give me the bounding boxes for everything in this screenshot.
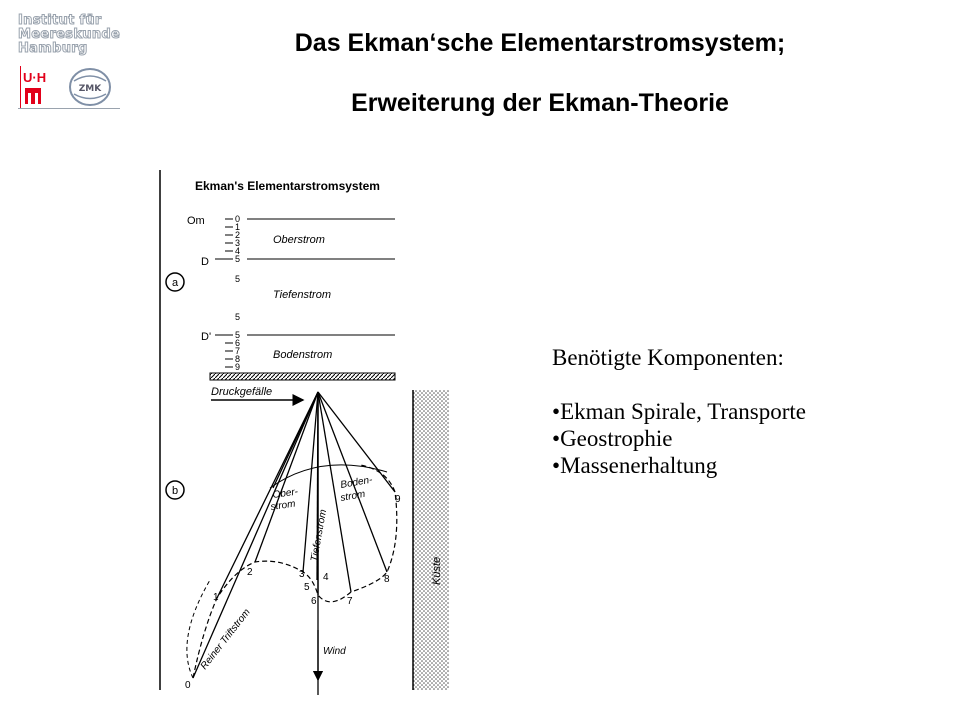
label-d: D	[201, 256, 209, 268]
tick-0: 0	[235, 214, 241, 224]
label-om: Om	[187, 215, 205, 227]
tick-2: 2	[235, 230, 241, 240]
spiral-num-9: 9	[395, 494, 401, 505]
tick-4: 4	[235, 246, 241, 256]
components-heading: Benötigte Komponenten:	[552, 345, 784, 370]
zmk-text: ZMK	[78, 84, 102, 94]
panel-b-label: b	[171, 485, 179, 497]
ekman-diagram	[155, 170, 455, 695]
uhh-logo-icon	[20, 66, 50, 108]
zmk-logo-icon	[68, 67, 112, 107]
component-massenerhaltung: Massenerhaltung	[560, 453, 718, 478]
tick-b5a: 5	[235, 312, 241, 322]
institute-logo	[18, 14, 122, 110]
svg-text:U·H: U·H	[23, 70, 47, 85]
spiral-num-0: 0	[185, 680, 191, 691]
spiral-num-6: 6	[311, 596, 317, 607]
logo-divider	[18, 108, 120, 109]
seabed	[210, 373, 395, 380]
label-boden: Boden-	[339, 474, 374, 491]
tick-b8: 8	[235, 354, 241, 364]
component-item: •Massenerhaltung	[552, 453, 718, 478]
components-block	[552, 344, 806, 479]
institute-name-line-2: Meereskunde	[18, 27, 121, 42]
institute-name-line-1: Institut für	[18, 13, 102, 28]
wind-label: Wind	[323, 646, 346, 657]
layer-bodenstrom: Bodenstrom	[273, 349, 333, 361]
tick-3: 3	[235, 238, 241, 248]
title-line-2: Erweiterung der Ekman-Theorie	[351, 89, 729, 117]
spiral-num-8: 8	[384, 574, 390, 585]
institute-name-line-3: Hamburg	[18, 41, 88, 56]
spiral-num-4: 4	[323, 572, 329, 583]
coast-strip	[413, 390, 449, 690]
component-geostrophie: Geostrophie	[560, 426, 673, 451]
component-ekman: Ekman Spirale, Transporte	[560, 399, 807, 424]
component-item: •Ekman Spirale, Transporte	[552, 399, 807, 424]
layer-tiefenstrom: Tiefenstrom	[273, 289, 331, 301]
druckgefaelle-label: Druckgefälle	[211, 386, 273, 398]
spiral-num-1: 1	[213, 592, 219, 603]
component-item: •Geostrophie	[552, 426, 673, 451]
kueste-label: Küste	[431, 556, 443, 585]
spiral-num-7: 7	[347, 596, 353, 607]
title-line-1: Das Ekman‘sche Elementarstromsystem;	[294, 29, 786, 57]
tick-1: 1	[235, 222, 241, 232]
figure-heading: Ekman's Elementarstromsystem	[195, 179, 380, 193]
depth-ticks-top	[215, 214, 240, 264]
spiral-num-5: 5	[304, 582, 310, 593]
depth-ticks-bottom	[215, 312, 240, 372]
spiral-num-3: 3	[299, 569, 305, 580]
label-reiner-triftstrom: Reiner Triftstrom	[198, 606, 253, 672]
tick-b5: 5	[235, 330, 241, 340]
label-d-prime: D'	[201, 331, 212, 343]
depth-mid: 5	[235, 274, 241, 284]
panel-a-label: a	[171, 277, 179, 289]
label-boden-strom: strom	[339, 488, 367, 504]
ekman-figure	[155, 170, 455, 695]
tick-b6: 6	[235, 338, 241, 348]
layer-oberstrom: Oberstrom	[273, 234, 325, 246]
label-ober: Ober-	[271, 486, 299, 501]
label-ober-strom: strom	[269, 498, 297, 513]
label-tiefenstrom-b: Tiefenstrom	[309, 508, 330, 563]
tick-b9: 9	[235, 362, 241, 372]
tick-b7: 7	[235, 346, 241, 356]
tick-5: 5	[235, 254, 241, 264]
spiral-num-2: 2	[247, 567, 253, 578]
